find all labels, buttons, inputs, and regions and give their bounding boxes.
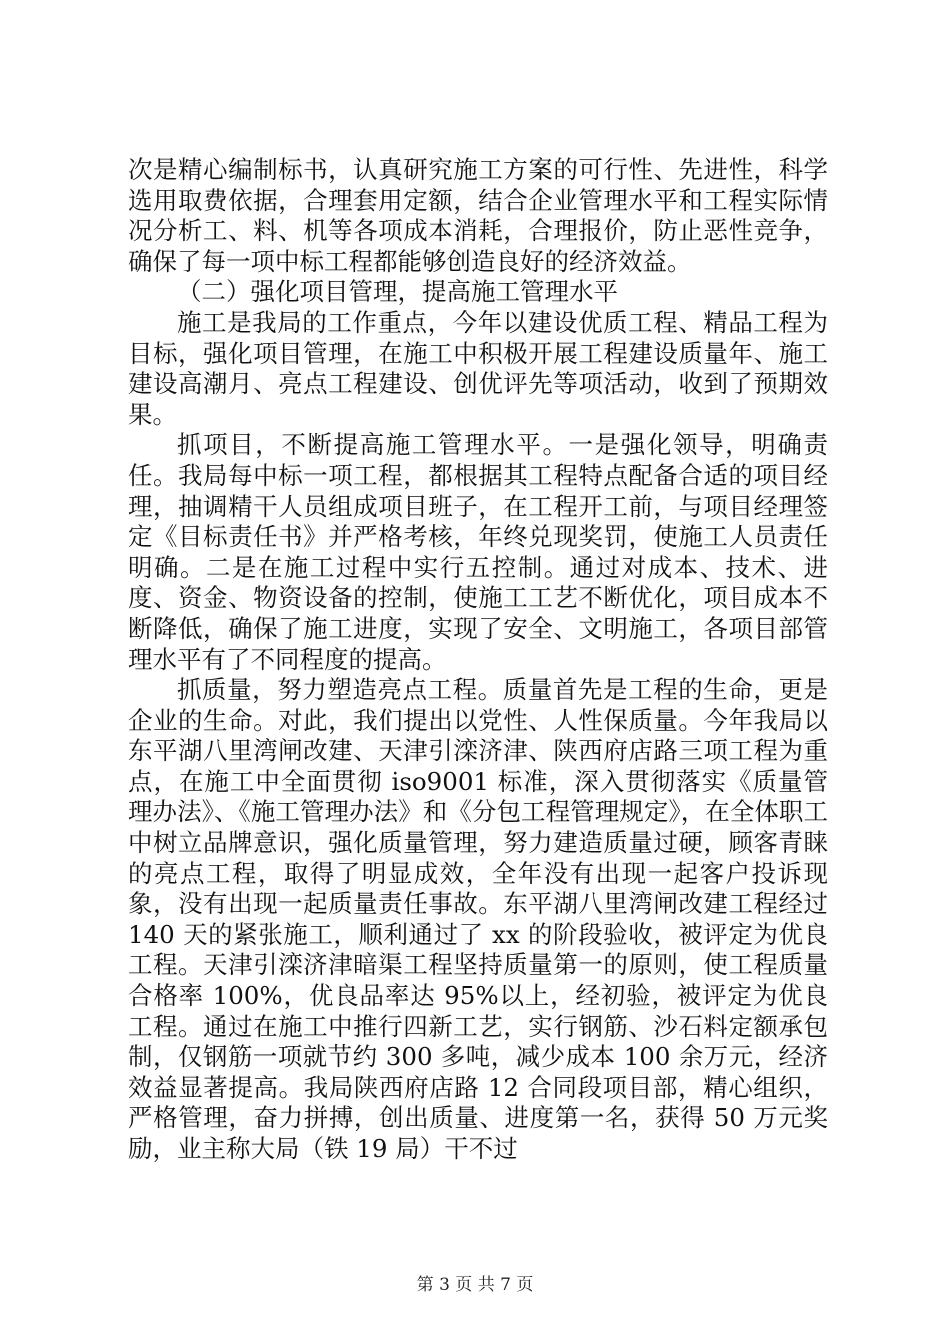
paragraph-construction-focus: 施工是我局的工作重点，今年以建设优质工程、精品工程为目标，强化项目管理，在施工中积极开展工程建设质量年、施工建设高潮月、亮点工程建设、创优评先等项活动，收到了预期效果。 [128,307,828,429]
paragraph-quality: 抓质量，努力塑造亮点工程。质量首先是工程的生命，更是企业的生命。对此，我们提出以党性、人性保质量。今年我局以东平湖八里湾闸改建、天津引滦济津、陕西府店路三项工程为重点，在施工中全面贯彻 iso9001 标准，深入贯彻落实《质量管理办法》、《施工管理办法》和《分包工程管理规定》，在全体职工中树立品牌意识，强化质量管理，努力建造质量过硬，顾客青睐的亮点工程，取得了明显成效，全年没有出现一起客户投诉现象，没有出现一起质量责任事故。东平湖八里湾闸改建工程经过 140 天的紧张施工，顺利通过了 xx 的阶段验收，被评定为优良工程。天津引滦济津暗渠工程坚持质量第一的原则，使工程质量合格率 100%，优良品率达 95%以上，经初验，被评定为优良工程。通过在施工中推行四新工艺，实行钢筋、沙石料定额承包制，仅钢筋一项就节约 300 多吨，减少成本 100 余万元，经济效益显著提高。我局陕西府店路 12 合同段项目部，精心组织，严格管理，奋力拼搏，创出质量、进度第一名，获得 50 万元奖励，业主称大局（铁 19 局）干不过 [128,675,828,1163]
paragraph-continuation: 次是精心编制标书，认真研究施工方案的可行性、先进性，科学选用取费依据，合理套用定额，结合企业管理水平和工程实际情况分析工、料、机等各项成本消耗，合理报价，防止恶性竞争，确保了每一项中标工程都能够创造良好的经济效益。 [128,155,828,276]
section-heading: （二）强化项目管理，提高施工管理水平 [177,277,618,307]
document-body [128,155,828,1165]
page-footer: 第 3 页 共 7 页 [416,1275,534,1295]
paragraph-project-management: 抓项目，不断提高施工管理水平。一是强化领导，明确责任。我局每中标一项工程，都根据其工程特点配备合适的项目经理，抽调精干人员组成项目班子，在工程开工前，与项目经理签定《目标责任书》并严格考核，年终兑现奖罚，使施工人员责任明确。二是在施工过程中实行五控制。通过对成本、技术、进度、资金、物资设备的控制，使施工工艺不断优化，项目成本不断降低，确保了施工进度，实现了安全、文明施工，各项目部管理水平有了不同程度的提高。 [128,430,828,674]
